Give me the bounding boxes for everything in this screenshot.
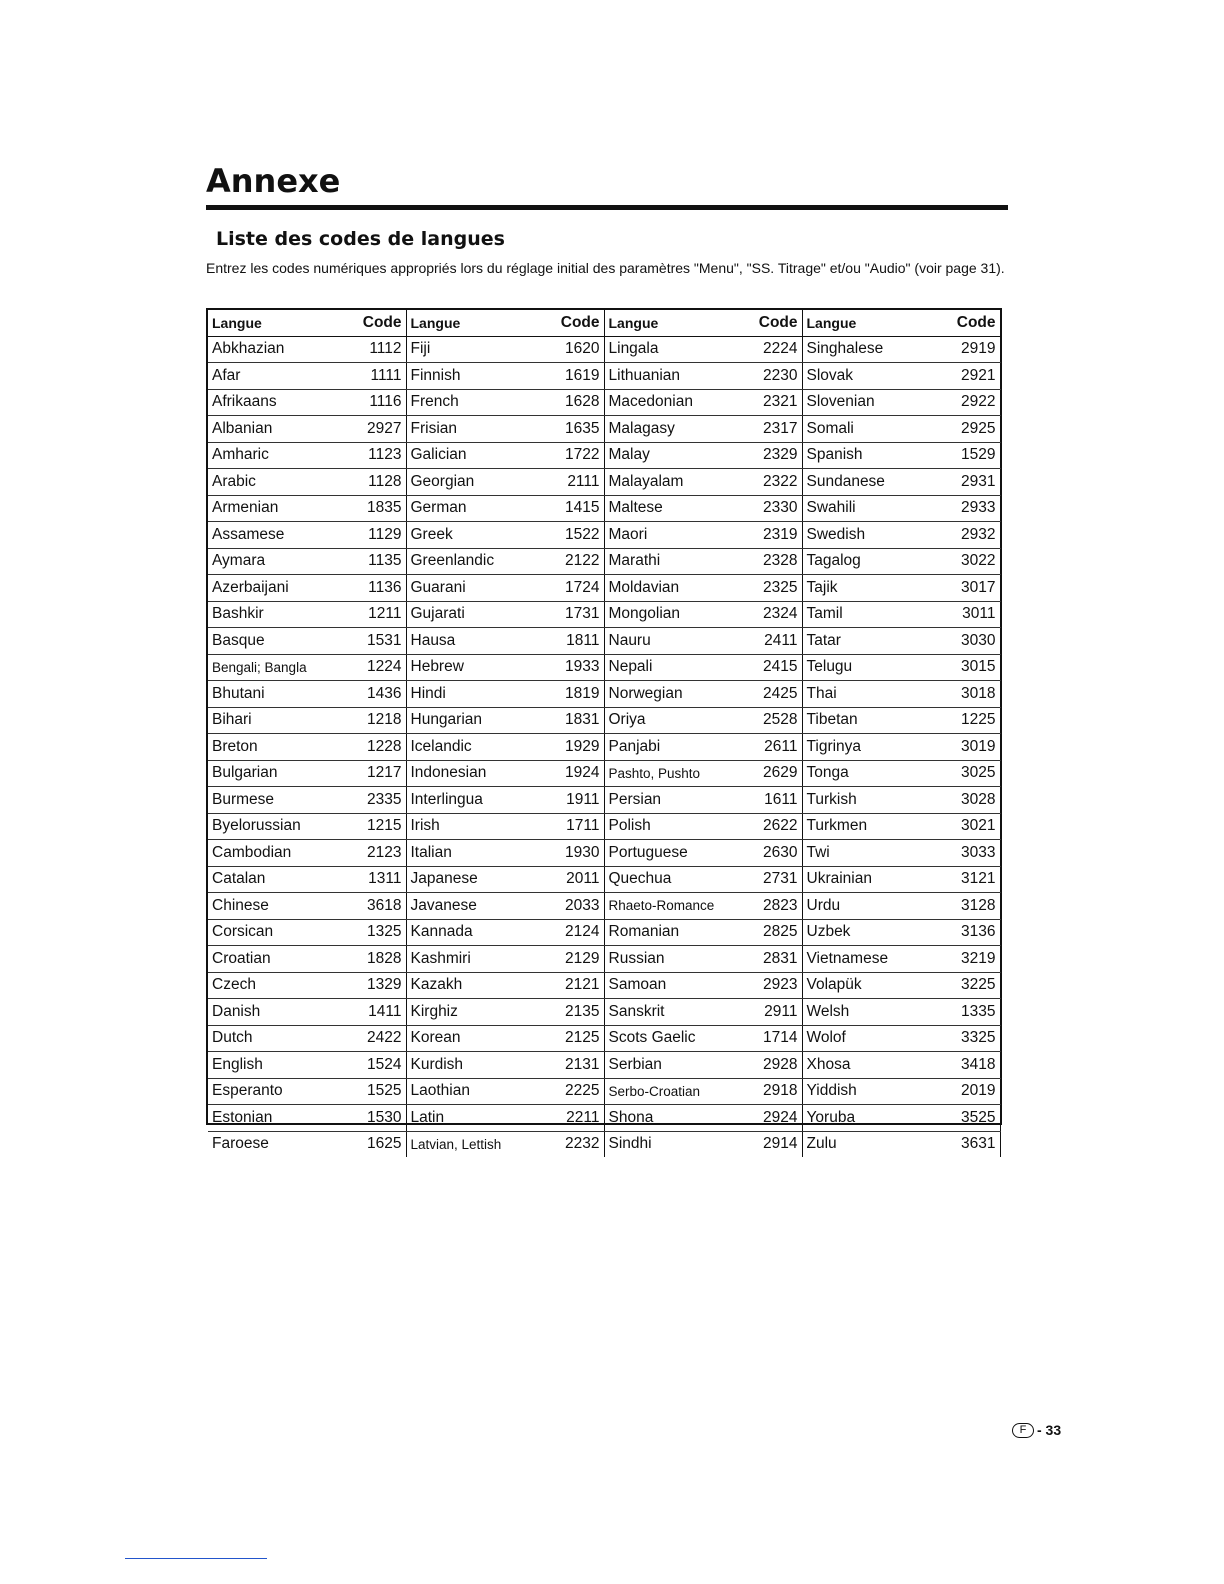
language-name-cell: Nauru bbox=[604, 628, 749, 655]
language-code-cell: 3025 bbox=[947, 760, 1000, 787]
language-code-cell: 2225 bbox=[551, 1078, 604, 1105]
language-name-cell: Corsican bbox=[208, 919, 353, 946]
language-code-cell: 3525 bbox=[947, 1105, 1000, 1132]
language-code-cell: 2131 bbox=[551, 1052, 604, 1079]
language-name-cell: Dutch bbox=[208, 1025, 353, 1052]
table-row bbox=[208, 1105, 1000, 1132]
language-name-cell: Lithuanian bbox=[604, 363, 749, 390]
language-name-cell: Urdu bbox=[802, 893, 947, 920]
language-name-cell: Norwegian bbox=[604, 681, 749, 708]
language-name-cell: Portuguese bbox=[604, 840, 749, 867]
language-code-cell: 1329 bbox=[353, 972, 406, 999]
language-name-cell: Japanese bbox=[406, 866, 551, 893]
language-code-cell: 2325 bbox=[749, 575, 802, 602]
language-name-cell: Quechua bbox=[604, 866, 749, 893]
language-code-cell: 1522 bbox=[551, 522, 604, 549]
language-code-cell: 2321 bbox=[749, 389, 802, 416]
language-code-cell: 1714 bbox=[749, 1025, 802, 1052]
language-code-cell: 2928 bbox=[749, 1052, 802, 1079]
language-name-cell: German bbox=[406, 495, 551, 522]
language-code-cell: 1116 bbox=[353, 389, 406, 416]
language-code-cell: 1635 bbox=[551, 416, 604, 443]
language-name-cell: Samoan bbox=[604, 972, 749, 999]
language-code-cell: 2911 bbox=[749, 999, 802, 1026]
language-name-cell: Malagasy bbox=[604, 416, 749, 443]
language-name-cell: Marathi bbox=[604, 548, 749, 575]
language-code-cell: 2425 bbox=[749, 681, 802, 708]
language-name-cell: Wolof bbox=[802, 1025, 947, 1052]
intro-paragraph: Entrez les codes numériques appropriés lors du réglage initial des paramètres "Menu", "SS. Titrage" et/ou "Audio" (voir page 31). bbox=[206, 260, 1005, 276]
language-code-cell: 2932 bbox=[947, 522, 1000, 549]
language-name-cell: Bihari bbox=[208, 707, 353, 734]
language-code-cell: 2923 bbox=[749, 972, 802, 999]
table-body bbox=[208, 336, 1000, 1157]
table-row bbox=[208, 813, 1000, 840]
language-code-cell: 2011 bbox=[551, 866, 604, 893]
language-name-cell: Abkhazian bbox=[208, 336, 353, 363]
language-code-cell: 2918 bbox=[749, 1078, 802, 1105]
language-code-cell: 2825 bbox=[749, 919, 802, 946]
language-code-cell: 2322 bbox=[749, 469, 802, 496]
language-name-cell: Danish bbox=[208, 999, 353, 1026]
language-code-cell: 2129 bbox=[551, 946, 604, 973]
language-code-cell: 1819 bbox=[551, 681, 604, 708]
table-row bbox=[208, 1052, 1000, 1079]
page-number bbox=[1012, 1422, 1061, 1438]
table-row bbox=[208, 1078, 1000, 1105]
language-name-cell: Interlingua bbox=[406, 787, 551, 814]
language-code-cell: 1930 bbox=[551, 840, 604, 867]
language-code-cell: 3631 bbox=[947, 1131, 1000, 1157]
language-name-cell: Latvian, Lettish bbox=[410, 1136, 502, 1152]
language-code-cell: 2933 bbox=[947, 495, 1000, 522]
language-name-cell: Faroese bbox=[212, 1135, 269, 1153]
language-code-cell: 2611 bbox=[749, 734, 802, 761]
language-name-cell: Tatar bbox=[802, 628, 947, 655]
language-name-cell: Swedish bbox=[802, 522, 947, 549]
language-name-cell: Slovak bbox=[802, 363, 947, 390]
language-name-cell: Malayalam bbox=[604, 469, 749, 496]
language-code-cell: 1225 bbox=[947, 707, 1000, 734]
language-name-cell: Thai bbox=[802, 681, 947, 708]
table-row bbox=[208, 1131, 1000, 1157]
language-code-cell: 2123 bbox=[353, 840, 406, 867]
language-name-cell: Hindi bbox=[406, 681, 551, 708]
language-name-cell: Welsh bbox=[802, 999, 947, 1026]
language-code-cell: 1625 bbox=[353, 1131, 406, 1157]
language-code-cell: 2924 bbox=[749, 1105, 802, 1132]
language-name-cell: Nepali bbox=[604, 654, 749, 681]
language-code-cell: 2422 bbox=[353, 1025, 406, 1052]
language-code-cell: 1724 bbox=[551, 575, 604, 602]
language-name-cell: Azerbaijani bbox=[208, 575, 353, 602]
language-code-cell: 2630 bbox=[749, 840, 802, 867]
language-code-cell: 1524 bbox=[353, 1052, 406, 1079]
language-code-cell: 2335 bbox=[353, 787, 406, 814]
language-name-cell: Twi bbox=[802, 840, 947, 867]
table-row bbox=[208, 787, 1000, 814]
table-row bbox=[208, 363, 1000, 390]
language-code-cell: 1135 bbox=[353, 548, 406, 575]
language-code-cell: 2922 bbox=[947, 389, 1000, 416]
language-code-cell: 2230 bbox=[749, 363, 802, 390]
language-name-cell: Latin bbox=[406, 1105, 551, 1132]
language-code-cell: 3618 bbox=[353, 893, 406, 920]
language-name-cell: Tajik bbox=[802, 575, 947, 602]
language-code-cell: 1620 bbox=[551, 336, 604, 363]
language-code-cell: 2232 bbox=[551, 1131, 604, 1157]
language-name-cell: Singhalese bbox=[802, 336, 947, 363]
language-name-cell: Guarani bbox=[406, 575, 551, 602]
language-code-cell: 3028 bbox=[947, 787, 1000, 814]
french-circle-icon: F bbox=[1012, 1423, 1034, 1438]
language-code-cell: 3011 bbox=[947, 601, 1000, 628]
language-code-cell: 1335 bbox=[947, 999, 1000, 1026]
language-code-cell: 2224 bbox=[749, 336, 802, 363]
language-name-cell: Bashkir bbox=[208, 601, 353, 628]
column-header-code: Code bbox=[749, 310, 802, 336]
language-code-cell: 1228 bbox=[353, 734, 406, 761]
language-code-cell: 2324 bbox=[749, 601, 802, 628]
language-code-cell: 1828 bbox=[353, 946, 406, 973]
language-code-cell: 2415 bbox=[749, 654, 802, 681]
language-name-cell: Catalan bbox=[208, 866, 353, 893]
language-name-cell: Kazakh bbox=[406, 972, 551, 999]
language-name-cell: Yoruba bbox=[802, 1105, 947, 1132]
language-name-cell: Maltese bbox=[604, 495, 749, 522]
language-name-cell: Russian bbox=[604, 946, 749, 973]
language-name-cell: Italian bbox=[406, 840, 551, 867]
language-code-cell: 3019 bbox=[947, 734, 1000, 761]
language-code-cell: 1722 bbox=[551, 442, 604, 469]
language-name-cell: Korean bbox=[406, 1025, 551, 1052]
language-name-cell: Spanish bbox=[802, 442, 947, 469]
language-code-cell: 1218 bbox=[353, 707, 406, 734]
table-row bbox=[208, 760, 1000, 787]
language-code-cell: 3418 bbox=[947, 1052, 1000, 1079]
language-name-cell: Frisian bbox=[406, 416, 551, 443]
language-code-cell: 2411 bbox=[749, 628, 802, 655]
column-header-language: Langue bbox=[604, 310, 749, 336]
language-name-cell: Macedonian bbox=[604, 389, 749, 416]
language-code-cell: 2927 bbox=[353, 416, 406, 443]
language-code-cell: 2330 bbox=[749, 495, 802, 522]
language-code-cell: 1128 bbox=[353, 469, 406, 496]
language-code-cell: 2328 bbox=[749, 548, 802, 575]
language-name-cell: Georgian bbox=[406, 469, 551, 496]
language-name-cell: Hungarian bbox=[406, 707, 551, 734]
language-name-cell: Javanese bbox=[406, 893, 551, 920]
language-name-cell: Bengali; Bangla bbox=[208, 654, 353, 681]
language-name-cell: Shona bbox=[604, 1105, 749, 1132]
language-code-cell: 2019 bbox=[947, 1078, 1000, 1105]
language-name-cell: Tigrinya bbox=[802, 734, 947, 761]
language-code-cell: 2135 bbox=[551, 999, 604, 1026]
table-row bbox=[208, 416, 1000, 443]
language-code-cell: 2925 bbox=[947, 416, 1000, 443]
language-name-cell: Zulu bbox=[806, 1135, 837, 1153]
language-name-cell: Serbo-Croatian bbox=[604, 1078, 749, 1105]
language-code-cell: 2622 bbox=[749, 813, 802, 840]
language-code-cell: 1215 bbox=[353, 813, 406, 840]
language-code-cell: 3121 bbox=[947, 866, 1000, 893]
language-name-cell: Lingala bbox=[604, 336, 749, 363]
table-row bbox=[208, 999, 1000, 1026]
language-code-cell: 2124 bbox=[551, 919, 604, 946]
language-code-cell: 2831 bbox=[749, 946, 802, 973]
language-name-cell: Armenian bbox=[208, 495, 353, 522]
language-code-cell: 3021 bbox=[947, 813, 1000, 840]
language-name-cell: Greenlandic bbox=[406, 548, 551, 575]
language-name-cell: Cambodian bbox=[208, 840, 353, 867]
language-code-cell: 1211 bbox=[353, 601, 406, 628]
language-name-cell: Irish bbox=[406, 813, 551, 840]
table-row bbox=[208, 707, 1000, 734]
language-code-cell: 1525 bbox=[353, 1078, 406, 1105]
language-name-cell: Laothian bbox=[406, 1078, 551, 1105]
language-code-cell: 1325 bbox=[353, 919, 406, 946]
language-code-cell: 2921 bbox=[947, 363, 1000, 390]
language-code-cell: 1123 bbox=[353, 442, 406, 469]
language-code-cell: 1628 bbox=[551, 389, 604, 416]
language-code-cell: 2033 bbox=[551, 893, 604, 920]
language-name-cell: Serbian bbox=[604, 1052, 749, 1079]
language-name-cell: Fiji bbox=[406, 336, 551, 363]
column-header-code: Code bbox=[353, 310, 406, 336]
language-name-cell: Afar bbox=[208, 363, 353, 390]
language-name-cell: Arabic bbox=[208, 469, 353, 496]
table-header-row bbox=[208, 310, 1000, 336]
language-name-cell: Rhaeto-Romance bbox=[604, 893, 749, 920]
language-name-cell: English bbox=[208, 1052, 353, 1079]
language-name-cell: Icelandic bbox=[406, 734, 551, 761]
language-name-cell: Finnish bbox=[406, 363, 551, 390]
language-name-cell: Bhutani bbox=[208, 681, 353, 708]
table-row bbox=[208, 336, 1000, 363]
language-code-cell: 2121 bbox=[551, 972, 604, 999]
language-code-cell: 3128 bbox=[947, 893, 1000, 920]
language-code-cell: 1411 bbox=[353, 999, 406, 1026]
table-row bbox=[208, 601, 1000, 628]
language-name-cell: Amharic bbox=[208, 442, 353, 469]
language-code-cell: 1924 bbox=[551, 760, 604, 787]
language-name-cell: Basque bbox=[208, 628, 353, 655]
language-name-cell: Maori bbox=[604, 522, 749, 549]
language-name-cell: Galician bbox=[406, 442, 551, 469]
language-name-cell: Uzbek bbox=[802, 919, 947, 946]
table-row bbox=[208, 628, 1000, 655]
language-code-cell: 1531 bbox=[353, 628, 406, 655]
language-name-cell: Croatian bbox=[208, 946, 353, 973]
language-code-cell: 3033 bbox=[947, 840, 1000, 867]
language-name-cell: Aymara bbox=[208, 548, 353, 575]
language-code-cell: 3225 bbox=[947, 972, 1000, 999]
language-name-cell: Tagalog bbox=[802, 548, 947, 575]
language-code-cell: 1711 bbox=[551, 813, 604, 840]
language-code-cell: 1831 bbox=[551, 707, 604, 734]
section-heading: Liste des codes de langues bbox=[216, 228, 505, 250]
language-code-cell: 3017 bbox=[947, 575, 1000, 602]
footer-line bbox=[125, 1558, 267, 1559]
language-code-cell: 2914 bbox=[749, 1131, 802, 1157]
language-name-cell: Malay bbox=[604, 442, 749, 469]
language-code-cell: 2125 bbox=[551, 1025, 604, 1052]
language-code-cell: 3015 bbox=[947, 654, 1000, 681]
language-name-cell: Albanian bbox=[208, 416, 353, 443]
language-code-cell: 1129 bbox=[353, 522, 406, 549]
language-code-cell: 2111 bbox=[551, 469, 604, 496]
language-name-cell: Gujarati bbox=[406, 601, 551, 628]
language-code-cell: 1224 bbox=[353, 654, 406, 681]
language-name-cell: Yiddish bbox=[802, 1078, 947, 1105]
language-name-cell: Xhosa bbox=[802, 1052, 947, 1079]
language-name-cell: Romanian bbox=[604, 919, 749, 946]
language-code-cell: 1619 bbox=[551, 363, 604, 390]
table-row bbox=[208, 946, 1000, 973]
language-code-cell: 1111 bbox=[353, 363, 406, 390]
language-code-cell: 1217 bbox=[353, 760, 406, 787]
table-row bbox=[208, 1025, 1000, 1052]
language-code-cell: 1911 bbox=[551, 787, 604, 814]
language-code-cell: 2731 bbox=[749, 866, 802, 893]
language-name-cell: Czech bbox=[208, 972, 353, 999]
language-name-cell: Indonesian bbox=[406, 760, 551, 787]
language-name-cell: Esperanto bbox=[208, 1078, 353, 1105]
language-code-cell: 2329 bbox=[749, 442, 802, 469]
language-code-cell: 1731 bbox=[551, 601, 604, 628]
language-name-cell: Volapük bbox=[802, 972, 947, 999]
table-row bbox=[208, 575, 1000, 602]
table-row bbox=[208, 972, 1000, 999]
column-header-language: Langue bbox=[802, 310, 947, 336]
language-code-cell: 1311 bbox=[353, 866, 406, 893]
language-name-cell: Pashto, Pushto bbox=[604, 760, 749, 787]
language-name-cell: Swahili bbox=[802, 495, 947, 522]
language-name-cell: Oriya bbox=[604, 707, 749, 734]
language-code-cell: 1436 bbox=[353, 681, 406, 708]
table-row bbox=[208, 840, 1000, 867]
title-rule bbox=[206, 205, 1008, 210]
table-row bbox=[208, 681, 1000, 708]
language-name-cell: Kurdish bbox=[406, 1052, 551, 1079]
table-row bbox=[208, 893, 1000, 920]
language-code-cell: 2528 bbox=[749, 707, 802, 734]
language-name-cell: Sindhi bbox=[608, 1135, 652, 1153]
table-row bbox=[208, 522, 1000, 549]
language-code-cell: 2319 bbox=[749, 522, 802, 549]
column-header-code: Code bbox=[551, 310, 604, 336]
language-name-cell: Assamese bbox=[208, 522, 353, 549]
table-row bbox=[208, 734, 1000, 761]
language-code-cell: 2122 bbox=[551, 548, 604, 575]
language-name-cell: Hausa bbox=[406, 628, 551, 655]
table-row bbox=[208, 919, 1000, 946]
language-code-cell: 1530 bbox=[353, 1105, 406, 1132]
page-number-text: - 33 bbox=[1037, 1422, 1062, 1438]
language-name-cell: Panjabi bbox=[604, 734, 749, 761]
language-name-cell: Somali bbox=[802, 416, 947, 443]
table-row bbox=[208, 866, 1000, 893]
language-code-cell: 1811 bbox=[551, 628, 604, 655]
language-code-cell: 3030 bbox=[947, 628, 1000, 655]
language-code-table bbox=[206, 308, 1002, 1153]
table-row bbox=[208, 469, 1000, 496]
table-row bbox=[208, 495, 1000, 522]
language-name-cell: Mongolian bbox=[604, 601, 749, 628]
table-row bbox=[208, 654, 1000, 681]
column-header-code: Code bbox=[947, 310, 1000, 336]
language-name-cell: Sanskrit bbox=[604, 999, 749, 1026]
column-header-language: Langue bbox=[406, 310, 551, 336]
language-code-cell: 1415 bbox=[551, 495, 604, 522]
language-code-cell: 3325 bbox=[947, 1025, 1000, 1052]
language-name-cell: Turkmen bbox=[802, 813, 947, 840]
language-code-cell: 2931 bbox=[947, 469, 1000, 496]
language-name-cell: Afrikaans bbox=[208, 389, 353, 416]
language-name-cell: Greek bbox=[406, 522, 551, 549]
language-code-cell: 3219 bbox=[947, 946, 1000, 973]
language-code-cell: 2317 bbox=[749, 416, 802, 443]
language-name-cell: Burmese bbox=[208, 787, 353, 814]
language-code-cell: 1611 bbox=[749, 787, 802, 814]
language-name-cell: French bbox=[406, 389, 551, 416]
language-name-cell: Telugu bbox=[802, 654, 947, 681]
language-name-cell: Tonga bbox=[802, 760, 947, 787]
language-name-cell: Estonian bbox=[208, 1105, 353, 1132]
language-name-cell: Ukrainian bbox=[802, 866, 947, 893]
language-code-cell: 1529 bbox=[947, 442, 1000, 469]
language-name-cell: Slovenian bbox=[802, 389, 947, 416]
language-name-cell: Tibetan bbox=[802, 707, 947, 734]
language-code-cell: 1933 bbox=[551, 654, 604, 681]
language-code-cell: 2823 bbox=[749, 893, 802, 920]
language-name-cell: Breton bbox=[208, 734, 353, 761]
language-code-cell: 3018 bbox=[947, 681, 1000, 708]
language-name-cell: Turkish bbox=[802, 787, 947, 814]
language-code-cell: 3136 bbox=[947, 919, 1000, 946]
language-code-cell: 2919 bbox=[947, 336, 1000, 363]
language-name-cell: Hebrew bbox=[406, 654, 551, 681]
table-row bbox=[208, 389, 1000, 416]
column-header-language: Langue bbox=[208, 310, 353, 336]
table-row bbox=[208, 442, 1000, 469]
language-name-cell: Kannada bbox=[406, 919, 551, 946]
language-code-cell: 3022 bbox=[947, 548, 1000, 575]
language-name-cell: Kashmiri bbox=[406, 946, 551, 973]
language-name-cell: Byelorussian bbox=[208, 813, 353, 840]
language-code-cell: 2629 bbox=[749, 760, 802, 787]
language-name-cell: Scots Gaelic bbox=[604, 1025, 749, 1052]
language-code-cell: 1835 bbox=[353, 495, 406, 522]
table-row bbox=[208, 548, 1000, 575]
language-code-cell: 1112 bbox=[353, 336, 406, 363]
language-name-cell: Polish bbox=[604, 813, 749, 840]
language-name-cell: Vietnamese bbox=[802, 946, 947, 973]
language-name-cell: Tamil bbox=[802, 601, 947, 628]
language-name-cell: Bulgarian bbox=[208, 760, 353, 787]
language-name-cell: Persian bbox=[604, 787, 749, 814]
language-name-cell: Chinese bbox=[208, 893, 353, 920]
language-code-cell: 1136 bbox=[353, 575, 406, 602]
language-name-cell: Moldavian bbox=[604, 575, 749, 602]
language-name-cell: Sundanese bbox=[802, 469, 947, 496]
page-title: Annexe bbox=[206, 162, 341, 200]
language-code-cell: 2211 bbox=[551, 1105, 604, 1132]
language-name-cell: Kirghiz bbox=[406, 999, 551, 1026]
language-code-cell: 1929 bbox=[551, 734, 604, 761]
